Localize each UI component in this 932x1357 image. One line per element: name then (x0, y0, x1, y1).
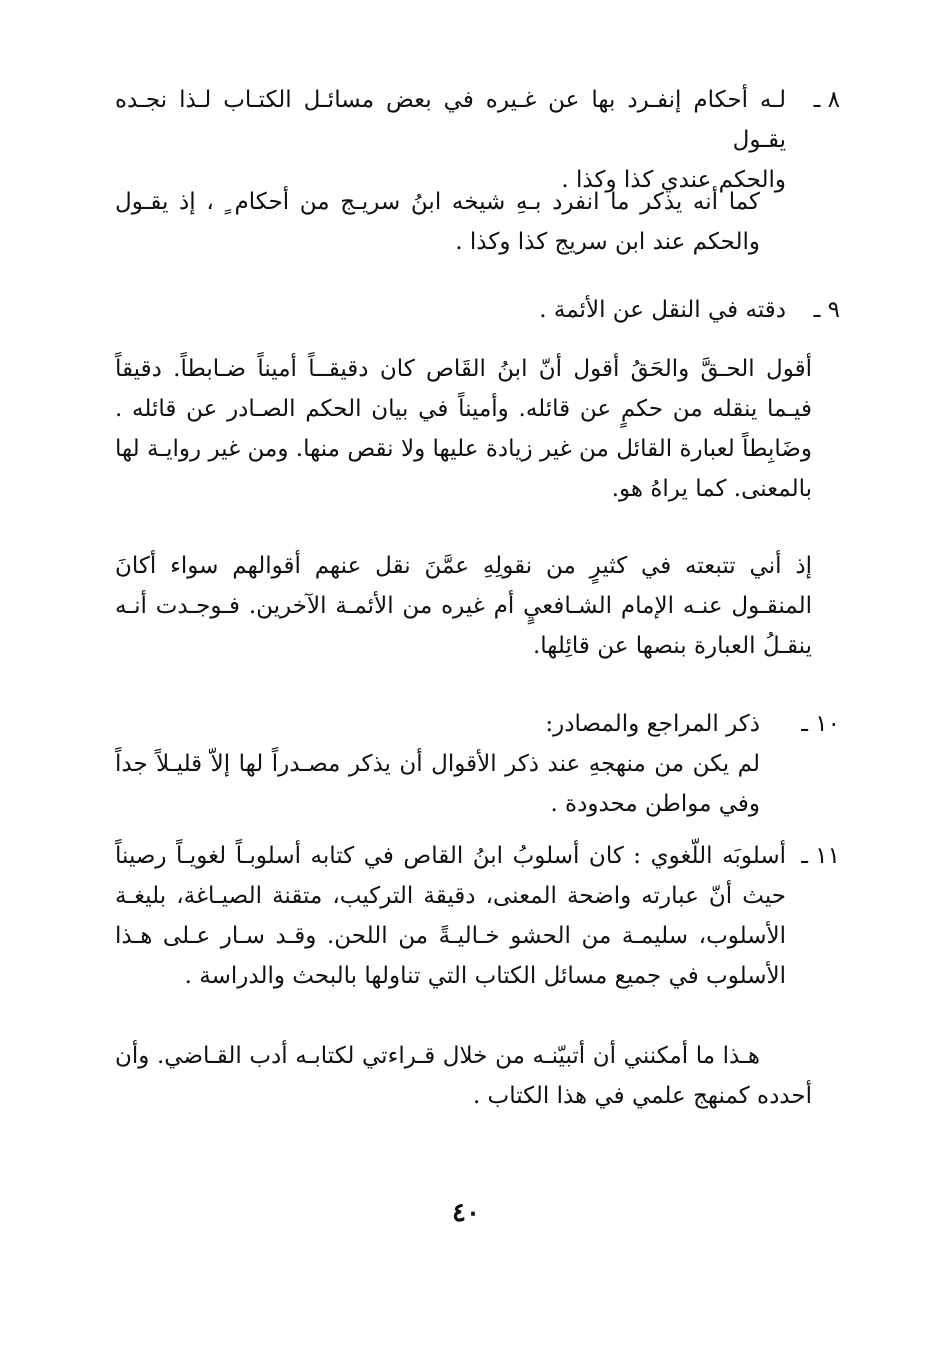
item-10-text: لم يكن من منهجهِ عند ذكر الأقوال أن يذكر مصـدراً لها إلاّ قليـلاً جداً وفي مواطن محدودة . (115, 751, 760, 817)
item-9-title: دقته في النقل عن الأئمة . (539, 297, 786, 323)
item-11-number: ١١ ـ (801, 843, 840, 869)
paragraph-tracing: إذ أني تتبعته في كثيرٍ من نقولِهِ عمَّنَ نقل عنهم أقوالهم سواء أكانَ المنقـول عنـه الإمام الشـافعيٍ أم غيره من الأئمـة الآخرين. فـوجـدت أنـه ينقـلُ العبارة بنصها عن قائِلها. (115, 553, 812, 659)
closing-paragraph (115, 1036, 812, 1116)
paragraph-ibn-surayj: كما أنه يذكر ما انفرد بـهِ شيخه ابنُ سريـج من أحكام ٍ ، إذ يقـول والحكم عند ابن سريج كذا وكذا . (115, 189, 760, 255)
item-11 (115, 836, 840, 996)
item-10-title: ذكر المراجع والمصادر: (545, 711, 760, 737)
item-10-number: ١٠ ـ (801, 711, 840, 737)
item-11-text: أسلوبَه اللّغوي : كان أسلوبُ ابنُ القاص في كتابه أسلوبـاً لغويـاً رصيناً حيث أنّ عبارته واضحة المعنى، دقيقة التركيب، متقنة الصيـاغة، بليغـة الأسلوب، سليمـة من الحشو خـاليـةً من اللحن. وقـد سـار عـلى هـذا الأسلوب في جميع مسائل الكتاب التي تناولها بالبحث والدراسة . (115, 843, 786, 989)
closing-line-2: أحدده كمنهج علمي في هذا الكتاب . (472, 1083, 812, 1109)
page-number: ٤٠ (452, 1198, 480, 1228)
item-9 (115, 290, 840, 330)
item-9-number: ٩ ـ (813, 297, 840, 323)
closing-line-1: هـذا ما أمكنني أن أتبيّنـه من خلال قـراءتي لكتابـه أدب القـاضي. وأن (115, 1043, 760, 1069)
item-8-line-2: والحكم عندي كذا وكذا . (561, 167, 786, 193)
item-8-number: ٨ ـ (813, 87, 840, 113)
item-10 (115, 704, 840, 744)
item-8-line-1: لـه أحكام إنفـرد بها عن غـيره في بعض مسائـل الكتـاب لـذا نجـده يقـول (115, 87, 786, 153)
paragraph-accuracy: أقول الحـقَّ والحَقُ أقول أنّ ابنُ القَاص كان دقيقــاً أميناً ضـابطاً. دقيقاً فيـما ينقله من حكمٍ عن قائله. وأميناً في بيان الحكم الصـادر عن قائله . وضَابِطاً لعبارة القائل من غير زيادة عليها ولا نقص منها. ومن غير روايـة لها بالمعنى. كما يراهُ هو. (115, 356, 812, 502)
